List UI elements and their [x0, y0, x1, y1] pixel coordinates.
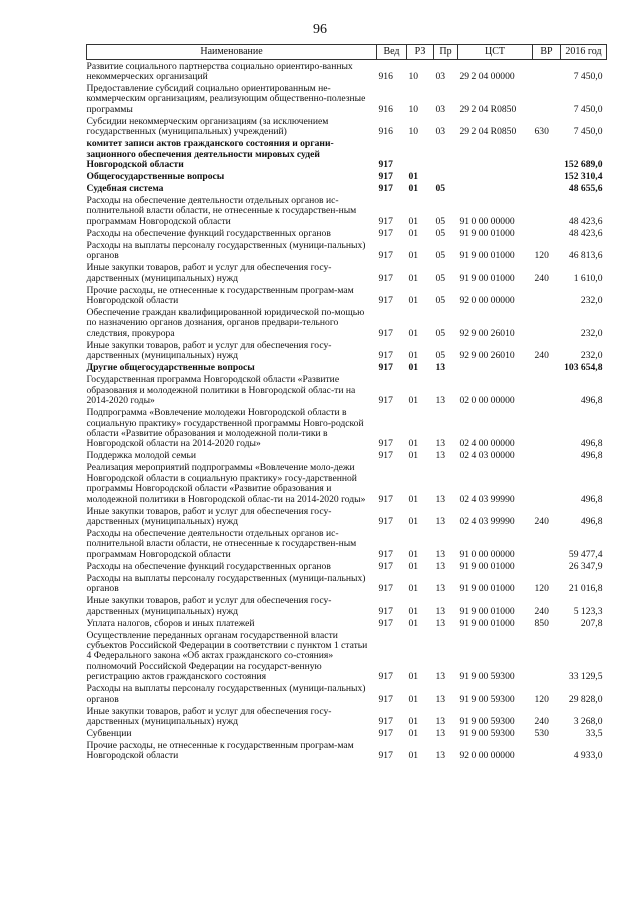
- row-sum: 48 423,6: [568, 227, 603, 239]
- row-pr: 03: [435, 71, 446, 82]
- row-vr: [533, 194, 561, 227]
- row-ved: 917: [378, 171, 393, 183]
- row-rz: 01: [408, 728, 419, 739]
- row-rz: 10: [408, 103, 419, 115]
- row-rz: 01: [408, 548, 419, 560]
- row-ved: 917: [378, 250, 393, 262]
- row-ved: 916: [378, 126, 393, 138]
- row-sum: 46 813,6: [568, 250, 603, 262]
- row-pr: 03: [435, 103, 446, 115]
- row-rz: 01: [408, 450, 419, 462]
- row-sum: 21 016,8: [568, 583, 603, 595]
- row-vr: [533, 138, 561, 171]
- row-pr: 13: [435, 693, 446, 705]
- row-ved: 917: [378, 450, 393, 462]
- header-cst: ЦСТ: [458, 45, 533, 60]
- row-rz: 10: [408, 126, 419, 138]
- row-ved: 917: [378, 716, 393, 727]
- row-cst: 02 4 00 00000: [459, 438, 515, 450]
- row-name: Подпрограмма «Вовлечение молодежи Новгородской области в социальную практику» государственной программы Новго-родской области «Развитие образования и молодежной поли-тики в Новгородской области на 2014-2020 годы»: [86, 407, 364, 450]
- row-ved: 917: [378, 395, 393, 407]
- row-ved: 917: [378, 605, 393, 617]
- table-row: [87, 683, 607, 705]
- row-rz: 01: [408, 250, 419, 262]
- row-ved: 917: [378, 350, 393, 362]
- row-sum: 232,0: [580, 327, 603, 339]
- row-sum: 7 450,0: [573, 71, 603, 82]
- row-vr: 120: [534, 250, 549, 262]
- row-cst: 91 9 00 01000: [459, 227, 515, 239]
- row-cst: 92 9 00 26010: [459, 350, 515, 362]
- row-vr: 850: [534, 617, 549, 629]
- row-ved: 916: [378, 103, 393, 115]
- row-name: Прочие расходы, не отнесенные к государственным програм-мам Новгородской области: [86, 284, 354, 307]
- table-row: [87, 138, 607, 171]
- row-vr: 240: [534, 515, 549, 527]
- row-vr: 240: [534, 272, 549, 284]
- row-vr: 630: [534, 126, 549, 138]
- row-name: Субсидии некоммерческим организациям (за исключением государственных (муниципальных) учреждений): [86, 115, 329, 138]
- row-cst: 91 9 00 59300: [459, 671, 515, 683]
- row-sum: 103 654,8: [564, 362, 603, 374]
- row-cst: [458, 138, 533, 171]
- row-name: Развитие социального партнерства социально ориентиро-ванных некоммерческих организаций: [86, 60, 353, 82]
- row-vr: [533, 462, 561, 505]
- table-row: [87, 262, 607, 284]
- row-pr: 13: [435, 395, 446, 407]
- table-row: [87, 560, 607, 572]
- row-ved: 917: [378, 515, 393, 527]
- row-rz: 01: [408, 716, 419, 727]
- row-name: Обеспечение граждан квалифицированной юридической по-мощью по назначению органов дознания, органов предвари-тельного следствия, прокурора: [86, 307, 365, 339]
- table-row: [87, 194, 607, 227]
- row-pr: 13: [435, 605, 446, 617]
- row-cst: 91 9 00 01000: [459, 560, 515, 572]
- row-vr: 120: [534, 693, 549, 705]
- row-cst: [458, 170, 533, 182]
- table-row: [87, 115, 607, 137]
- row-pr: 05: [435, 183, 446, 195]
- row-vr: [533, 170, 561, 182]
- row-pr: 13: [435, 493, 446, 505]
- table-row: [87, 462, 607, 505]
- row-ved: 917: [378, 362, 393, 374]
- row-pr: 13: [435, 515, 446, 527]
- row-cst: 91 9 00 01000: [459, 605, 515, 617]
- header-rz: РЗ: [407, 45, 434, 60]
- table-row: [87, 239, 607, 261]
- row-rz: 10: [408, 71, 419, 82]
- row-cst: 02 4 03 99990: [459, 493, 515, 505]
- header-name: Наименование: [87, 45, 377, 60]
- budget-table: [86, 44, 607, 762]
- row-vr: 240: [534, 605, 549, 617]
- row-rz: 01: [408, 183, 419, 195]
- row-ved: 917: [378, 183, 393, 195]
- table-header: [87, 45, 607, 60]
- row-pr: 13: [435, 560, 446, 572]
- row-cst: 91 9 00 01000: [459, 272, 515, 284]
- row-rz: [407, 138, 434, 171]
- row-rz: 01: [408, 350, 419, 362]
- row-pr: 13: [435, 671, 446, 683]
- row-name: Расходы на обеспечение функций государственных органов: [86, 227, 331, 239]
- row-ved: 917: [378, 671, 393, 683]
- row-name: Иные закупки товаров, работ и услуг для обеспечения госу-дарственных (муниципальных) нужд: [86, 505, 332, 527]
- row-cst: 02 4 03 99990: [459, 515, 515, 527]
- row-name: Судебная система: [86, 183, 164, 195]
- row-name: Прочие расходы, не отнесенные к государственным програм-мам Новгородской области: [86, 740, 354, 762]
- row-rz: 01: [408, 272, 419, 284]
- row-cst: [458, 182, 533, 194]
- row-cst: 91 0 00 00000: [459, 548, 515, 560]
- row-cst: 91 0 00 00000: [459, 215, 515, 227]
- row-sum: 3 268,0: [573, 716, 603, 727]
- row-sum: 152 689,0: [564, 159, 603, 171]
- row-pr: 13: [435, 716, 446, 727]
- row-cst: 91 9 00 01000: [459, 617, 515, 629]
- row-name: Реализация мероприятий подпрограммы «Вовлечение моло-дежи Новгородской области в социальную практику» госу-дарственной программы Новгородской области «Развитие образования и молодежной политики в Новгородской облас-ти на 2014-2020 годы»: [86, 462, 366, 505]
- row-name: Иные закупки товаров, работ и услуг для обеспечения госу-дарственных (муниципальных) нужд: [86, 262, 332, 284]
- row-cst: 29 2 04 00000: [459, 71, 515, 82]
- row-ved: 917: [378, 493, 393, 505]
- row-pr: 13: [435, 362, 446, 374]
- row-cst: 92 9 00 26010: [459, 327, 515, 339]
- row-rz: 01: [408, 671, 419, 683]
- row-ved: 916: [378, 71, 393, 82]
- row-name: Другие общегосударственные вопросы: [86, 362, 255, 374]
- header-vr: ВР: [533, 45, 561, 60]
- row-cst: 91 9 00 59300: [459, 693, 515, 705]
- row-pr: [434, 138, 458, 171]
- row-ved: 917: [378, 327, 393, 339]
- row-sum: 1 610,0: [573, 272, 603, 284]
- row-cst: 29 2 04 R0850: [459, 103, 517, 115]
- row-pr: 05: [435, 327, 446, 339]
- row-ved: 917: [378, 215, 393, 227]
- row-cst: 91 9 00 59300: [459, 728, 515, 739]
- row-vr: 240: [534, 350, 549, 362]
- row-pr: 13: [435, 450, 446, 462]
- row-cst: 91 9 00 01000: [459, 250, 515, 262]
- row-vr: 120: [534, 583, 549, 595]
- table-row: [87, 374, 607, 407]
- row-name: Расходы на выплаты персоналу государственных (муници-пальных) органов: [86, 683, 366, 705]
- header-year: 2016 год: [561, 45, 607, 60]
- row-ved: 917: [378, 693, 393, 705]
- row-pr: 13: [435, 728, 446, 739]
- table-row: [87, 339, 607, 361]
- row-vr: 530: [534, 728, 549, 739]
- row-rz: 01: [408, 693, 419, 705]
- table-row: [87, 572, 607, 594]
- row-sum: 29 828,0: [568, 693, 603, 705]
- table-row: [87, 739, 607, 761]
- row-cst: 02 0 00 00000: [459, 395, 515, 407]
- row-sum: 48 423,6: [568, 215, 603, 227]
- row-ved: 917: [378, 438, 393, 450]
- table-row: [87, 629, 607, 683]
- row-pr: 05: [435, 295, 446, 307]
- row-ved: 917: [378, 159, 393, 171]
- row-rz: 01: [408, 617, 419, 629]
- row-sum: 48 655,6: [568, 183, 603, 195]
- row-vr: [533, 82, 561, 115]
- row-rz: 01: [408, 171, 419, 183]
- row-vr: [533, 374, 561, 407]
- row-rz: 01: [408, 493, 419, 505]
- header-pr: Пр: [434, 45, 458, 60]
- row-name: Иные закупки товаров, работ и услуг для обеспечения госу-дарственных (муниципальных) нужд: [86, 705, 332, 727]
- table-row: [87, 407, 607, 450]
- row-sum: 496,8: [580, 395, 603, 407]
- row-rz: 01: [408, 295, 419, 307]
- row-ved: 917: [378, 583, 393, 595]
- row-sum: 4 933,0: [573, 750, 603, 762]
- row-sum: 207,8: [580, 617, 603, 629]
- row-vr: [533, 284, 561, 306]
- table-row: [87, 527, 607, 560]
- row-vr: [533, 450, 561, 462]
- row-name: Общегосударственные вопросы: [86, 171, 225, 183]
- row-ved: 917: [378, 548, 393, 560]
- row-pr: 05: [435, 250, 446, 262]
- table-row: [87, 60, 607, 83]
- table-row: [87, 82, 607, 115]
- row-pr: 13: [435, 750, 446, 762]
- row-vr: [533, 739, 561, 761]
- row-sum: 33,5: [585, 728, 603, 739]
- row-sum: 496,8: [580, 450, 603, 462]
- row-sum: 496,8: [580, 515, 603, 527]
- row-sum: 33 129,5: [568, 671, 603, 683]
- row-cst: 02 4 03 00000: [459, 450, 515, 462]
- row-pr: 05: [435, 350, 446, 362]
- row-ved: 917: [378, 560, 393, 572]
- table-row: [87, 617, 607, 629]
- row-vr: [533, 560, 561, 572]
- row-pr: 05: [435, 227, 446, 239]
- row-name: Расходы на обеспечение функций государственных органов: [86, 560, 331, 572]
- row-sum: 152 310,4: [564, 171, 603, 183]
- row-cst: 92 0 00 00000: [459, 750, 515, 762]
- row-name: Уплата налогов, сборов и иных платежей: [86, 617, 255, 629]
- row-ved: 917: [378, 728, 393, 739]
- row-rz: 01: [408, 750, 419, 762]
- row-name: Иные закупки товаров, работ и услуг для обеспечения госу-дарственных (муниципальных) нужд: [86, 595, 332, 617]
- row-sum: 496,8: [580, 438, 603, 450]
- page-number: 96: [313, 22, 327, 37]
- row-rz: 01: [408, 395, 419, 407]
- table-row: [87, 362, 607, 374]
- row-cst: 91 9 00 59300: [459, 716, 515, 727]
- row-name: Иные закупки товаров, работ и услуг для обеспечения госу-дарственных (муниципальных) нужд: [86, 339, 332, 362]
- row-vr: [533, 362, 561, 374]
- table-row: [87, 727, 607, 739]
- row-pr: 05: [435, 215, 446, 227]
- row-name: комитет записи актов гражданского состояния и органи-зационного обеспечения деятельности мировых судей Новгородской области: [86, 138, 334, 171]
- table-row: [87, 284, 607, 306]
- row-vr: 240: [534, 716, 549, 727]
- row-rz: 01: [408, 438, 419, 450]
- row-pr: 03: [435, 126, 446, 138]
- row-vr: [533, 306, 561, 339]
- row-cst: 91 9 00 01000: [459, 583, 515, 595]
- row-sum: 232,0: [580, 350, 603, 362]
- row-vr: [533, 527, 561, 560]
- row-pr: 05: [435, 272, 446, 284]
- table-row: [87, 170, 607, 182]
- header-ved: Вед: [377, 45, 407, 60]
- row-rz: 01: [408, 515, 419, 527]
- table-row: [87, 306, 607, 339]
- row-name: Расходы на обеспечение деятельности отдельных органов ис-полнительной власти области, не отнесенные к государствен-ным программам Новгородской области: [86, 527, 357, 560]
- row-rz: 01: [408, 362, 419, 374]
- row-name: Поддержка молодой семьи: [86, 450, 197, 462]
- row-name: Государственная программа Новгородской области «Развитие образования и молодежной политики в Новгородской облас-ти на 2014-2020 годы»: [86, 374, 356, 407]
- row-name: Расходы на выплаты персоналу государственных (муници-пальных) органов: [86, 239, 366, 262]
- row-sum: 7 450,0: [573, 126, 603, 138]
- row-sum: 59 477,4: [568, 548, 603, 560]
- row-sum: 26 347,9: [568, 560, 603, 572]
- table-row: [87, 227, 607, 239]
- row-vr: [533, 182, 561, 194]
- row-pr: 13: [435, 583, 446, 595]
- table-row: [87, 505, 607, 527]
- row-cst: 92 0 00 00000: [459, 295, 515, 307]
- row-ved: 917: [378, 617, 393, 629]
- row-cst: 29 2 04 R0850: [459, 126, 517, 138]
- row-pr: 13: [435, 438, 446, 450]
- row-vr: [533, 629, 561, 683]
- row-name: Расходы на обеспечение деятельности отдельных органов ис-полнительной власти области, не отнесенные к государствен-ным программам Новгородской области: [86, 195, 357, 227]
- row-rz: 01: [408, 560, 419, 572]
- row-ved: 917: [378, 272, 393, 284]
- row-ved: 917: [378, 750, 393, 762]
- row-pr: [434, 170, 458, 182]
- row-pr: 13: [435, 548, 446, 560]
- row-sum: 232,0: [580, 295, 603, 307]
- table-row: [87, 182, 607, 194]
- row-name: Осуществление переданных органам государственной власти субъектов Российской Федерации в соответствии с пунктом 1 статьи 4 Федерального закона «Об актах гражданского со-стояния» полномочий Российской Федерации на государст-венную регистрацию актов гражданского состояния: [86, 629, 368, 683]
- row-pr: 13: [435, 617, 446, 629]
- row-rz: 01: [408, 215, 419, 227]
- row-sum: 496,8: [580, 493, 603, 505]
- row-ved: 917: [378, 295, 393, 307]
- row-vr: [533, 60, 561, 83]
- row-sum: 7 450,0: [573, 103, 603, 115]
- row-vr: [533, 407, 561, 450]
- row-vr: [533, 227, 561, 239]
- row-name: Предоставление субсидий социально ориентированным не-коммерческим организациям, реализующим общественно-полезные программы: [86, 83, 366, 115]
- row-sum: 5 123,3: [573, 605, 603, 617]
- row-name: Субвенции: [86, 728, 132, 739]
- row-rz: 01: [408, 583, 419, 595]
- row-ved: 917: [378, 227, 393, 239]
- table-row: [87, 450, 607, 462]
- table-row: [87, 705, 607, 727]
- row-rz: 01: [408, 227, 419, 239]
- row-cst: [458, 362, 533, 374]
- table-row: [87, 595, 607, 617]
- row-name: Расходы на выплаты персоналу государственных (муници-пальных) органов: [86, 572, 366, 595]
- row-rz: 01: [408, 605, 419, 617]
- row-rz: 01: [408, 327, 419, 339]
